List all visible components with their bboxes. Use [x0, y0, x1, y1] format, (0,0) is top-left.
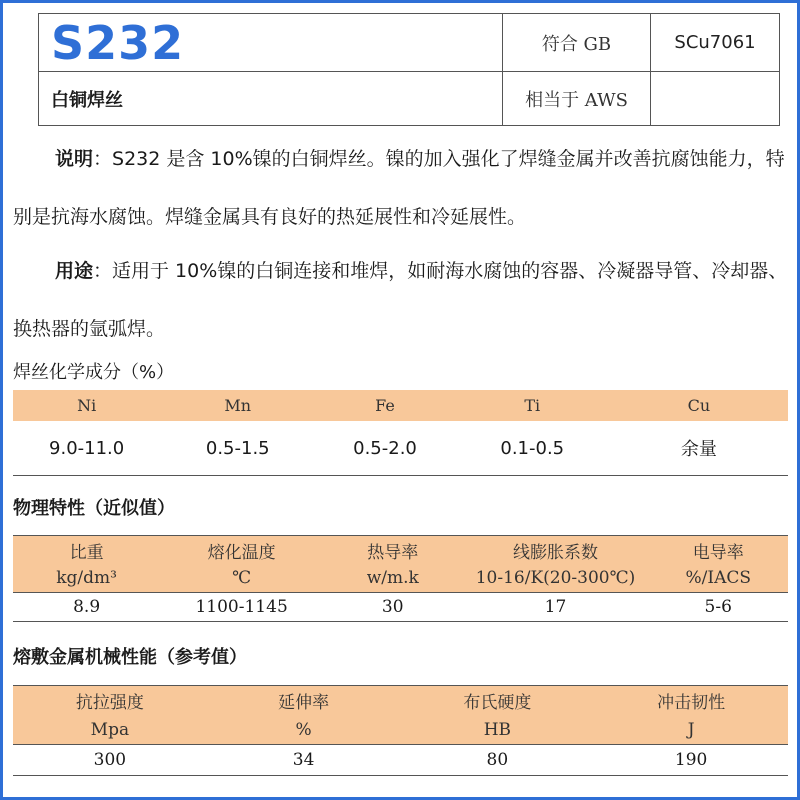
phys-unit-cell: %/IACS [649, 564, 789, 593]
phys-value-cell: 8.9 [13, 593, 160, 622]
mechanical-title: 熔敷金属机械性能（参考值） [13, 647, 247, 668]
mechanical-unit-row [13, 715, 788, 745]
mech-header-cell: 布氏硬度 [401, 686, 595, 716]
description-text: ：S232 是含 10%镍的白铜焊丝。镍的加入强化了焊缝金属并改善抗腐蚀能力，特别是抗海水腐蚀。焊缝金属具有良好的热延展性和冷延展性。 [13, 148, 785, 228]
phys-header-cell: 线膨胀系数 [463, 536, 649, 565]
mech-header-cell: 冲击韧性 [594, 686, 788, 716]
aws-standard-label: 相当于 AWS [503, 72, 651, 126]
product-name: 白铜焊丝 [39, 72, 503, 126]
chem-header-cell: Mn [160, 390, 315, 421]
phys-unit-cell: kg/dm³ [13, 564, 160, 593]
phys-header-cell: 电导率 [649, 536, 789, 565]
mech-value-cell: 300 [13, 745, 207, 776]
chemistry-title: 焊丝化学成分（%） [13, 362, 175, 383]
chem-header-cell: Fe [315, 390, 455, 421]
physical-unit-row [13, 564, 788, 593]
phys-unit-cell: 10-16/K(20-300℃) [463, 564, 649, 593]
mech-header-cell: 延伸率 [207, 686, 401, 716]
chem-header-cell: Ni [13, 390, 160, 421]
gb-standard-label: 符合 GB [503, 14, 651, 72]
physical-table [13, 535, 788, 622]
mech-unit-cell: HB [401, 715, 595, 745]
mech-unit-cell: J [594, 715, 788, 745]
phys-unit-cell: w/m.k [323, 564, 463, 593]
phys-header-cell: 热导率 [323, 536, 463, 565]
mechanical-header-row [13, 686, 788, 716]
chem-header-cell: Cu [610, 390, 788, 421]
phys-value-cell: 30 [323, 593, 463, 622]
usage-paragraph [13, 242, 788, 358]
gb-standard-value: SCu7061 [651, 14, 779, 72]
chemistry-table [13, 390, 788, 476]
chem-value-cell: 0.5-2.0 [353, 437, 417, 459]
chemistry-value-row [13, 421, 788, 476]
phys-header-cell: 比重 [13, 536, 160, 565]
physical-header-row [13, 536, 788, 565]
chem-value-cell: 0.1-0.5 [500, 437, 565, 459]
description-label: 说明 [55, 148, 94, 170]
mechanical-value-row [13, 745, 788, 776]
product-header [38, 13, 780, 126]
chem-header-cell: Ti [455, 390, 610, 421]
phys-value-cell: 17 [463, 593, 649, 622]
chem-value-cell: 9.0-11.0 [49, 437, 125, 459]
chemistry-header-row [13, 390, 788, 421]
mechanical-table [13, 685, 788, 776]
product-code: S232 [51, 15, 185, 70]
phys-value-cell: 5-6 [649, 593, 789, 622]
phys-value-cell: 1100-1145 [160, 593, 323, 622]
phys-header-cell: 熔化温度 [160, 536, 323, 565]
physical-value-row [13, 593, 788, 622]
mech-value-cell: 190 [594, 745, 788, 776]
mech-value-cell: 34 [207, 745, 401, 776]
chem-value-cell: 0.5-1.5 [205, 437, 270, 459]
usage-label: 用途 [55, 260, 94, 282]
mech-unit-cell: % [207, 715, 401, 745]
description-paragraph [13, 130, 788, 246]
phys-unit-cell: ℃ [160, 564, 323, 593]
product-code-cell [39, 14, 503, 72]
usage-text: ：适用于 10%镍的白铜连接和堆焊，如耐海水腐蚀的容器、冷凝器导管、冷却器、换热器的氩弧焊。 [13, 260, 788, 340]
aws-standard-value [651, 72, 779, 126]
mech-unit-cell: Mpa [13, 715, 207, 745]
mech-value-cell: 80 [401, 745, 595, 776]
physical-title: 物理特性（近似值） [13, 498, 175, 519]
mech-header-cell: 抗拉强度 [13, 686, 207, 716]
chem-value-cell: 余量 [680, 439, 717, 460]
